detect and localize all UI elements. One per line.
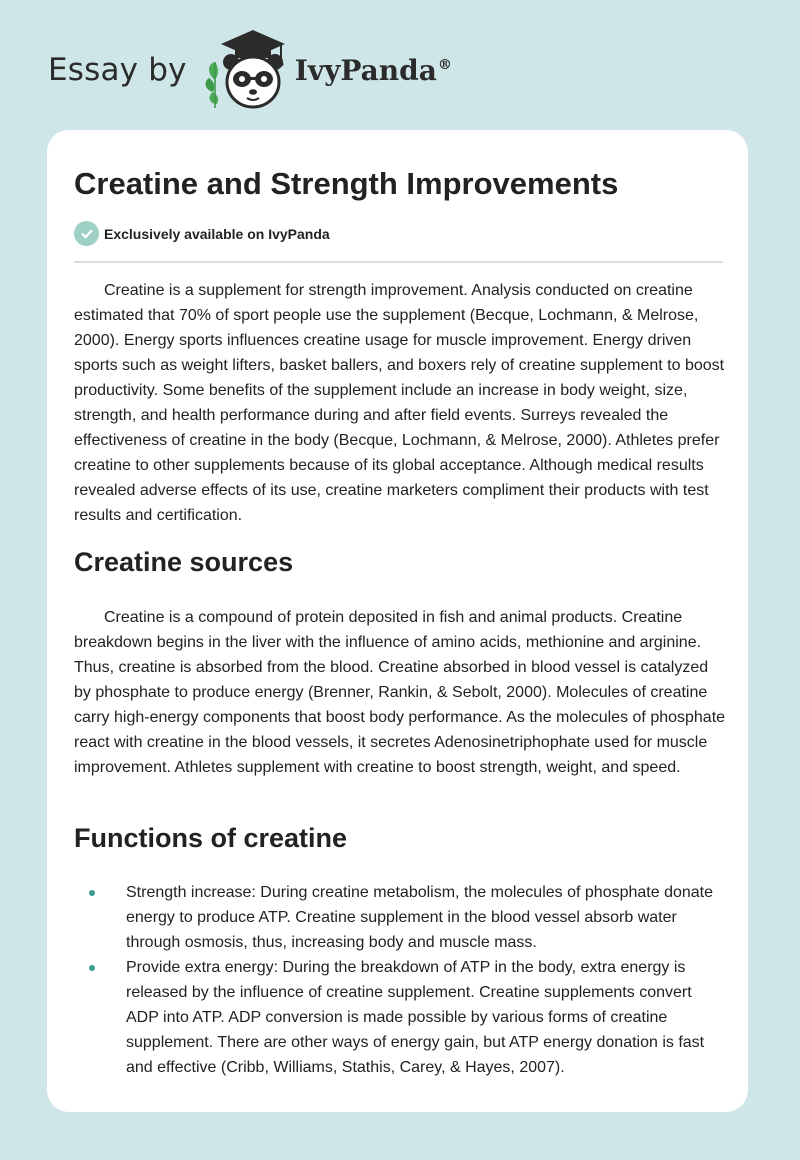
exclusive-badge xyxy=(74,221,330,246)
panda-graduate-logo xyxy=(201,28,291,112)
bullet-dot-icon xyxy=(89,965,95,971)
badge-label: Exclusively available on IvyPanda xyxy=(104,225,330,242)
section-heading-functions: Functions of creatine xyxy=(74,823,348,853)
sources-paragraph: Creatine is a compound of protein deposited in fish and animal products. Creatine breakdown begins in the liver with the influence of amino acids, methionine and arginine. Thus, creatine is absorbed from the blood. Creatine absorbed in blood vessel is catalyzed by phosphate to produce energy (Brenner, Rankin, & Sebolt, 2000). Molecules of creatine carry high-energy components that boost body performance. As the molecules of phosphate react with creatine in the blood vessels, it secretes Adenosinetriphophate used for muscle improvement. Athletes supplement with creatine to boost strength, weight, and speed. xyxy=(74,609,726,776)
bullet-dot-icon xyxy=(89,890,95,896)
brand-name xyxy=(295,54,452,87)
divider xyxy=(74,261,723,263)
list-item-text: Strength increase: During creatine metabolism, the molecules of phosphate donate energy to produce ATP. Creatine supplement in the blood vessel absorb water through osmosis, thus, increasing body and muscle mass. xyxy=(126,884,714,951)
section-heading-sources: Creatine sources xyxy=(74,547,294,577)
essay-card xyxy=(47,130,748,1112)
brand[interactable] xyxy=(48,28,452,112)
intro-paragraph: Creatine is a supplement for strength improvement. Analysis conducted on creatine estimated that 70% of sport people use the supplement (Becque, Lochmann, & Melrose, 2000). Energy sports influences creatine usage for muscle improvement. Energy driven sports such as weight lifters, basket ballers, and boxers rely of creatine supplement to boost productivity. Some benefits of the supplement include an increase in body weight, size, strength, and health performance during and after field events. Surreys revealed the effectiveness of creatine in the body (Becque, Lochmann, & Melrose, 2000). Athletes prefer creatine to other supplements because of its global acceptance. Although medical results revealed adverse effects of its use, creatine marketers compliment their products with test results and certification. xyxy=(74,282,725,524)
functions-list xyxy=(74,880,726,1080)
list-item xyxy=(74,955,726,1080)
brand-name-text: IvyPanda xyxy=(294,53,437,87)
brand-prefix: Essay by xyxy=(48,52,187,88)
page-title: Creatine and Strength Improvements xyxy=(74,166,619,201)
registered-mark: ® xyxy=(437,57,452,74)
list-item-text: Provide extra energy: During the breakdown of ATP in the body, extra energy is released by the influence of creatine supplement. Creatine supplements convert ADP into ATP. ADP conversion is made possible by various forms of creatine supplement. There are other ways of energy gain, but ATP energy donation is fast and effective (Cribb, Williams, Stathis, Carey, & Hayes, 2007). xyxy=(126,959,705,1076)
list-item xyxy=(74,880,726,955)
check-icon xyxy=(74,221,99,246)
